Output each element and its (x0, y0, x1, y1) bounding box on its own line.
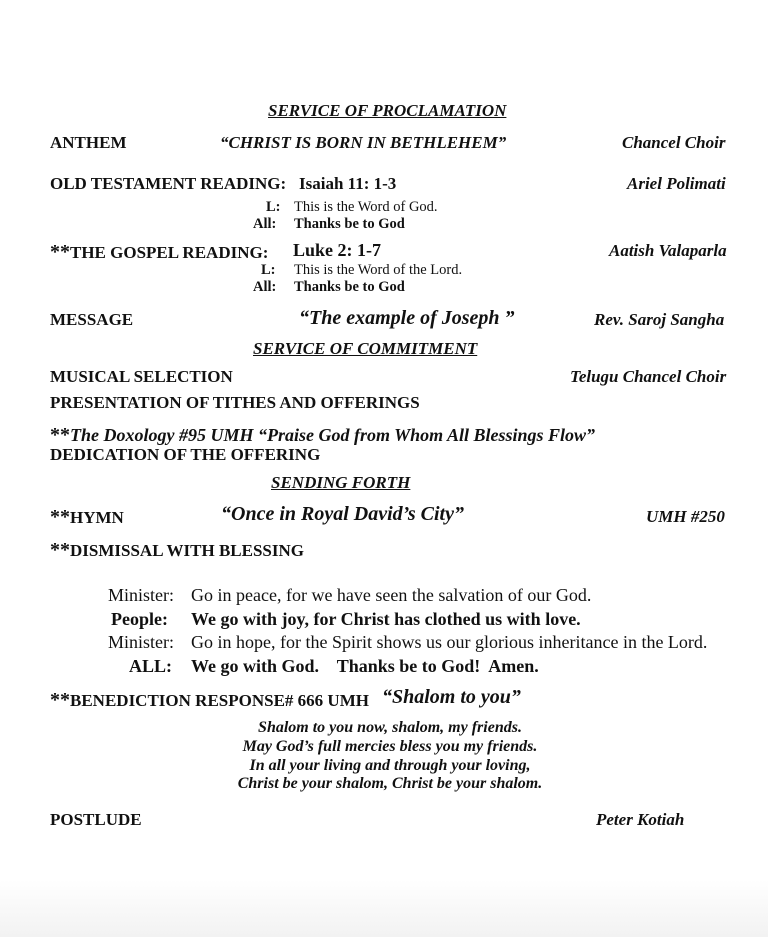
litany-speaker-4: ALL: (128, 656, 172, 676)
presentation-label: PRESENTATION OF TITHES AND OFFERINGS (50, 393, 420, 412)
gospel-l-text: This is the Word of the Lord. (294, 262, 463, 278)
musical-selection-label: MUSICAL SELECTION (50, 367, 233, 386)
gospel-l-label: L: (261, 262, 276, 278)
commitment-heading: SERVICE OF COMMITMENT (253, 339, 478, 358)
hymn-number: UMH #250 (646, 507, 725, 526)
litany-speaker-2: People: (111, 609, 168, 629)
shalom-line-2: May God’s full mercies bless you my friends. (242, 738, 538, 755)
litany-text-4: We go with God. Thanks be to God! Amen. (191, 656, 539, 676)
sending-heading: SENDING FORTH (271, 473, 411, 492)
shalom-line-1: Shalom to you now, shalom, my friends. (258, 719, 522, 736)
message-title: “The example of Joseph ” (299, 307, 515, 329)
old-testament-all-text: Thanks be to God (294, 216, 405, 232)
gospel-all-text: Thanks be to God (294, 279, 405, 295)
benediction-label (50, 689, 369, 712)
musical-selection-leader: Telugu Chancel Choir (570, 367, 727, 386)
shalom-line-4: Christ be your shalom, Christ be your shalom. (237, 775, 543, 792)
benediction-stars: ** (50, 689, 70, 711)
proclamation-heading: SERVICE OF PROCLAMATION (268, 101, 507, 120)
gospel-label (50, 241, 268, 264)
dedication-label: DEDICATION OF THE OFFERING (50, 445, 321, 464)
dismissal-label (50, 539, 304, 562)
shalom-line-3: In all your living and through your loving, (249, 757, 531, 774)
litany-text-3: Go in hope, for the Spirit shows us our glorious inheritance in the Lord. (191, 632, 708, 652)
hymn-stars: ** (50, 506, 70, 528)
hymn-label (50, 506, 124, 529)
litany-text-2: We go with joy, for Christ has clothed us with love. (191, 609, 581, 629)
page-bottom-shade (0, 880, 768, 937)
dismissal-stars: ** (50, 539, 70, 561)
litany-text-1: Go in peace, for we have seen the salvation of our God. (191, 585, 592, 605)
benediction-label-text: BENEDICTION RESPONSE# 666 UMH (70, 691, 369, 710)
old-testament-l-label: L: (266, 199, 281, 215)
anthem-leader: Chancel Choir (622, 133, 726, 152)
gospel-label-text: THE GOSPEL READING: (70, 243, 269, 262)
gospel-all-label: All: (253, 279, 277, 295)
hymn-title: “Once in Royal David’s City” (221, 503, 464, 525)
litany-speaker-1: Minister: (108, 585, 174, 605)
anthem-title: “CHRIST IS BORN IN BETHLEHEM” (220, 133, 507, 152)
gospel-stars: ** (50, 241, 70, 263)
anthem-label: ANTHEM (50, 133, 127, 152)
postlude-label: POSTLUDE (50, 810, 142, 829)
gospel-leader: Aatish Valaparla (609, 241, 727, 260)
litany-speaker-3: Minister: (108, 632, 174, 652)
doxology-line (50, 424, 595, 447)
old-testament-reference: Isaiah 11: 1-3 (299, 174, 397, 193)
postlude-leader: Peter Kotiah (596, 810, 685, 829)
old-testament-label: OLD TESTAMENT READING: (50, 174, 287, 193)
message-label: MESSAGE (50, 310, 134, 329)
hymn-label-text: HYMN (70, 508, 124, 527)
doxology-text: The Doxology #95 UMH “Praise God from Whom All Blessings Flow” (70, 425, 596, 445)
old-testament-l-text: This is the Word of God. (294, 199, 438, 215)
doxology-stars: ** (50, 424, 70, 446)
dismissal-label-text: DISMISSAL WITH BLESSING (70, 541, 305, 560)
old-testament-leader: Ariel Polimati (627, 174, 726, 193)
benediction-title: “Shalom to you” (382, 686, 521, 708)
message-leader: Rev. Saroj Sangha (594, 310, 725, 329)
old-testament-all-label: All: (253, 216, 277, 232)
gospel-reference: Luke 2: 1-7 (293, 240, 382, 260)
